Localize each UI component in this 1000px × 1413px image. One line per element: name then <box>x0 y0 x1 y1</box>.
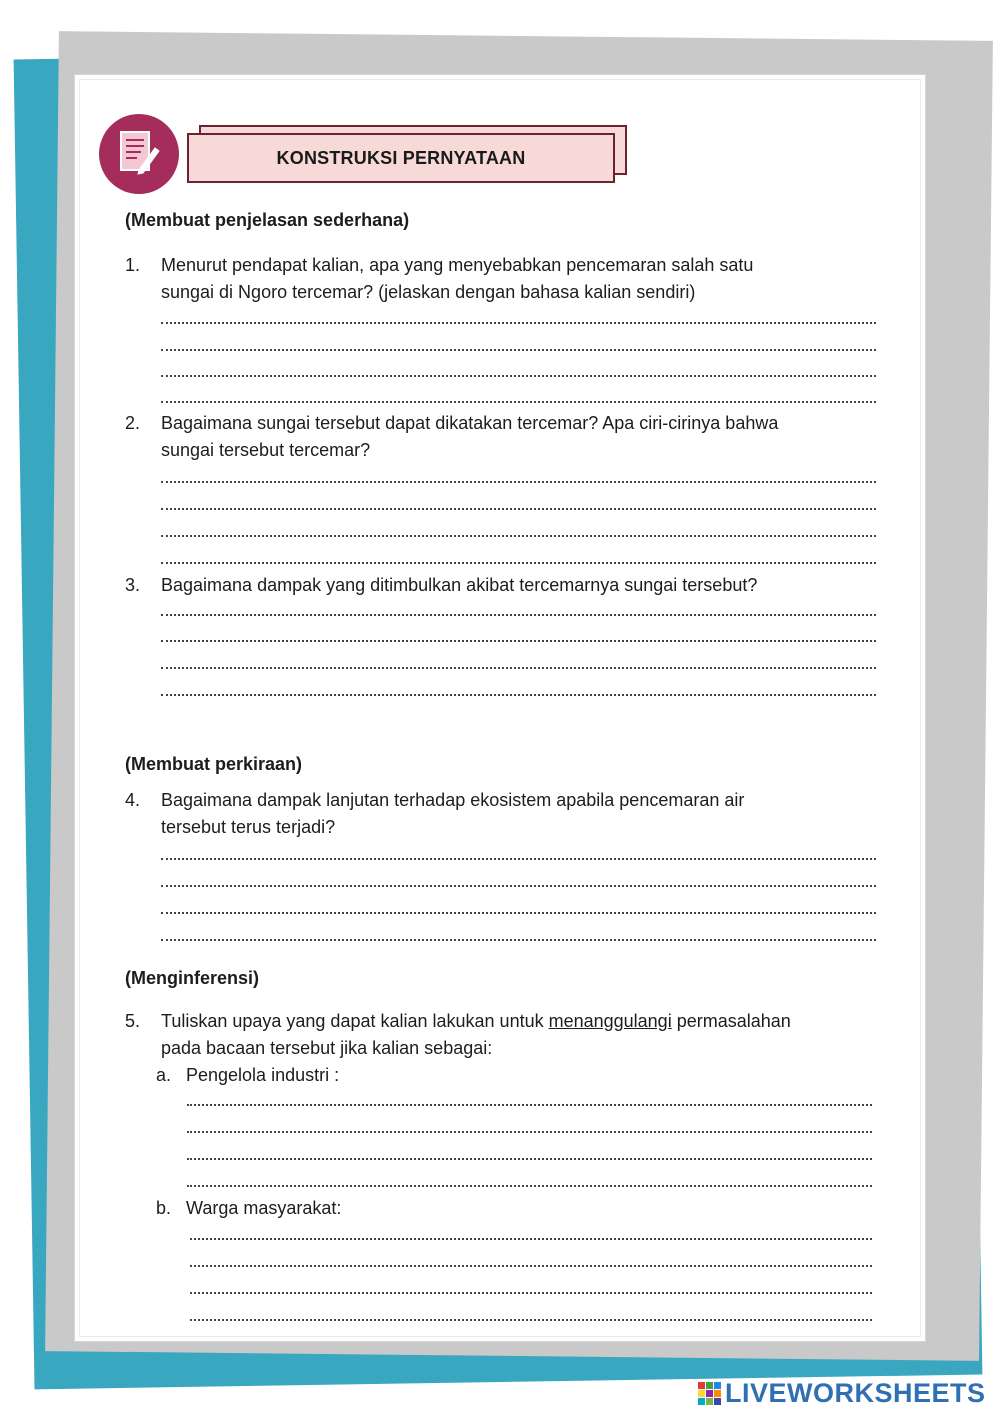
logo-tile <box>714 1398 721 1405</box>
answer-line[interactable] <box>161 640 876 642</box>
question-line: Bagaimana dampak lanjutan terhadap ekosistem apabila pencemaran air <box>161 790 745 810</box>
answer-line[interactable] <box>161 375 876 377</box>
section-heading: (Membuat perkiraan) <box>125 754 303 774</box>
logo-tile <box>714 1382 721 1389</box>
question-line: pada bacaan tersebut jika kalian sebagai: <box>161 1038 493 1058</box>
answer-line[interactable] <box>161 858 876 860</box>
question-number: 5. <box>125 1011 141 1031</box>
question-line: Bagaimana dampak yang ditimbulkan akibat tercemarnya sungai tersebut? <box>161 575 758 595</box>
logo-tile <box>698 1382 705 1389</box>
logo-grid-icon <box>698 1382 721 1405</box>
logo-tile <box>698 1390 705 1397</box>
page-title: KONSTRUKSI PERNYATAAN <box>276 147 526 168</box>
underlined-word: menanggulangi <box>548 1011 672 1031</box>
answer-line[interactable] <box>187 1104 872 1106</box>
answer-line[interactable] <box>187 1185 872 1187</box>
logo-tile <box>706 1390 713 1397</box>
answer-line[interactable] <box>187 1131 872 1133</box>
sub-item-text: Warga masyarakat: <box>186 1198 342 1218</box>
answer-line[interactable] <box>161 401 876 403</box>
answer-line[interactable] <box>161 535 876 537</box>
answer-line[interactable] <box>161 481 876 483</box>
answer-line[interactable] <box>161 322 876 324</box>
question-5-text <box>161 1008 881 1062</box>
logo-tile <box>698 1398 705 1405</box>
answer-line[interactable] <box>161 912 876 914</box>
answer-line[interactable] <box>161 562 876 564</box>
question-1-text <box>161 252 881 306</box>
question-number: 2. <box>125 413 141 433</box>
sub-item-text: Pengelola industri : <box>186 1065 340 1085</box>
question-4-text <box>161 787 881 841</box>
answer-line[interactable] <box>161 508 876 510</box>
question-line: sungai tersebut tercemar? <box>161 440 371 460</box>
answer-line[interactable] <box>161 614 876 616</box>
liveworksheets-logo[interactable] <box>698 1378 986 1409</box>
question-line: Menurut pendapat kalian, apa yang menyebabkan pencemaran salah satu <box>161 255 754 275</box>
answer-line[interactable] <box>161 939 876 941</box>
answer-line[interactable] <box>190 1238 872 1240</box>
question-2-text <box>161 410 881 464</box>
answer-line[interactable] <box>190 1319 872 1321</box>
answer-line[interactable] <box>161 885 876 887</box>
brand-name: LIVEWORKSHEETS <box>725 1378 986 1408</box>
question-number: 3. <box>125 575 141 595</box>
logo-tile <box>706 1398 713 1405</box>
section-heading: (Menginferensi) <box>125 968 260 988</box>
question-line: Tuliskan upaya yang dapat kalian lakukan untuk menanggulangi permasalahan <box>161 1011 791 1031</box>
logo-tile <box>714 1390 721 1397</box>
answer-line[interactable] <box>187 1158 872 1160</box>
question-line: sungai di Ngoro tercemar? (jelaskan dengan bahasa kalian sendiri) <box>161 282 696 302</box>
sub-item-label: a. <box>156 1065 172 1085</box>
section-heading: (Membuat penjelasan sederhana) <box>125 210 410 230</box>
sub-item-label: b. <box>156 1198 172 1218</box>
question-line: Bagaimana sungai tersebut dapat dikatakan tercemar? Apa ciri-cirinya bahwa <box>161 413 779 433</box>
answer-line[interactable] <box>190 1265 872 1267</box>
question-3-text <box>161 572 881 599</box>
question-number: 4. <box>125 790 141 810</box>
question-line: tersebut terus terjadi? <box>161 817 336 837</box>
question-number: 1. <box>125 255 141 275</box>
answer-line[interactable] <box>190 1292 872 1294</box>
answer-line[interactable] <box>161 349 876 351</box>
title-box <box>187 133 615 183</box>
document-pen-icon <box>99 114 179 194</box>
logo-tile <box>706 1382 713 1389</box>
answer-line[interactable] <box>161 694 876 696</box>
answer-line[interactable] <box>161 667 876 669</box>
